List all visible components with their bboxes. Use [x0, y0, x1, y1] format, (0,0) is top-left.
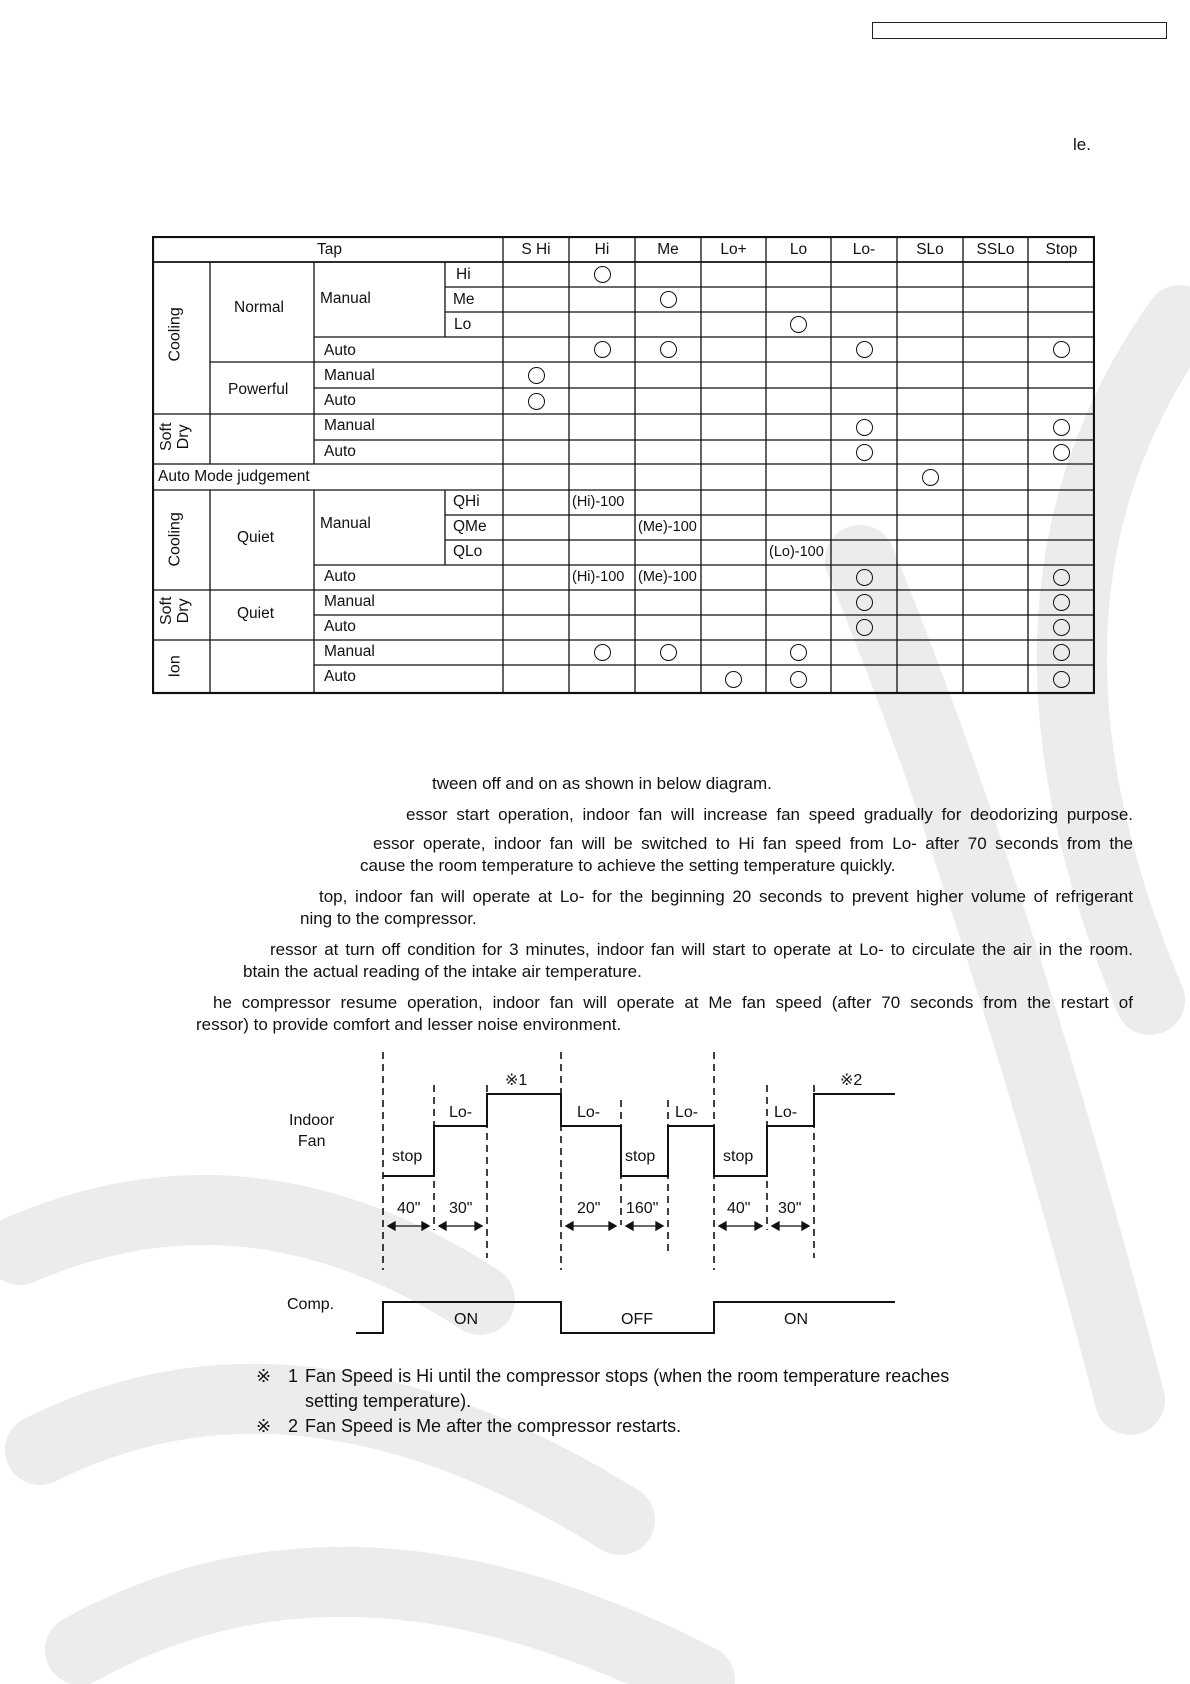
- comp-on-label: ON: [454, 1311, 478, 1328]
- sub-label-qlo: QLo: [453, 543, 483, 560]
- speed-value: (Me)-100: [638, 568, 697, 585]
- group-label-soft-dry: Soft Dry: [158, 422, 192, 452]
- sub-label-qhi: QHi: [453, 493, 480, 510]
- column-header-slo: SLo: [916, 241, 944, 258]
- column-header-lo: Lo: [789, 241, 808, 258]
- note-2-line-1: Fan Speed is Me after the compressor restarts.: [305, 1416, 682, 1436]
- column-header-s-hi: S Hi: [521, 241, 551, 258]
- paragraph-4-line-1: top, indoor fan will operate at Lo- for the beginning 20 seconds to prevent higher volume of refrigerant: [319, 887, 1133, 906]
- paragraph-6-line-1: he compressor resume operation, indoor fan will operate at Me fan speed (after 70 seconds from the restart of: [213, 993, 1133, 1012]
- setting-label-auto: Auto: [324, 668, 356, 685]
- setting-label-auto: Auto: [324, 443, 356, 460]
- fan-stop-label: stop: [723, 1148, 754, 1165]
- setting-label-auto: Auto: [324, 618, 356, 635]
- mode-label-quiet: Quiet: [237, 529, 275, 546]
- mode-label-quiet-dry: Quiet: [237, 605, 275, 622]
- mode-label-normal: Normal: [234, 299, 284, 316]
- fan-lo-minus-label: Lo-: [577, 1104, 601, 1121]
- note-mark-2: ※2: [840, 1072, 863, 1089]
- fan-stop-label: stop: [625, 1148, 656, 1165]
- paragraph-3-line-2: cause the room temperature to achieve the setting temperature quickly.: [360, 856, 896, 875]
- paragraph-4-line-2: ning to the compressor.: [300, 909, 477, 928]
- group-label-cooling: Cooling: [166, 307, 184, 362]
- setting-label-manual: Manual: [320, 515, 371, 532]
- column-header-me: Me: [657, 241, 679, 258]
- comp-on-label: ON: [784, 1311, 808, 1328]
- speed-value: (Me)-100: [638, 518, 697, 535]
- note-1-mark: ※: [256, 1366, 272, 1386]
- fan-lo-minus-label: Lo-: [774, 1104, 798, 1121]
- comp-off-label: OFF: [621, 1311, 653, 1328]
- column-header-lo-minus: Lo-: [852, 241, 876, 258]
- time-label: 30": [778, 1200, 802, 1217]
- note-1-number: 1: [288, 1366, 299, 1386]
- paragraph-1: tween off and on as shown in below diagram.: [432, 774, 772, 793]
- group-label-soft-dry-quiet: Soft Dry: [158, 596, 192, 626]
- paragraph-2: essor start operation, indoor fan will increase fan speed gradually for deodorizing purpose.: [406, 805, 1133, 824]
- tap-header: Tap: [317, 241, 342, 258]
- speed-value: (Hi)-100: [572, 568, 625, 585]
- speed-value: (Hi)-100: [572, 493, 625, 510]
- timing-arrows: [388, 1222, 809, 1230]
- time-label: 40": [727, 1200, 751, 1217]
- group-label-ion: Ion: [166, 655, 184, 678]
- paragraph-5-line-2: btain the actual reading of the intake air temperature.: [243, 962, 642, 981]
- column-header-stop: Stop: [1045, 241, 1078, 258]
- time-label: 160": [626, 1200, 659, 1217]
- sub-label-me: Me: [453, 291, 475, 308]
- paragraph-6-line-2: ressor) to provide comfort and lesser noise environment.: [196, 1015, 622, 1034]
- note-1-line-1: Fan Speed is Hi until the compressor stops (when the room temperature reaches: [305, 1366, 950, 1386]
- note-2-number: 2: [288, 1416, 299, 1436]
- note-mark-1: ※1: [505, 1072, 528, 1089]
- mode-label-powerful: Powerful: [228, 381, 289, 398]
- indoor-fan-label: Indoor Fan: [289, 1112, 335, 1150]
- comp-label: Comp.: [287, 1296, 335, 1313]
- sub-label-lo: Lo: [454, 316, 472, 333]
- fan-stop-label: stop: [392, 1148, 423, 1165]
- column-header-lo-plus: Lo+: [720, 241, 747, 258]
- auto-mode-judgement-label: Auto Mode judgement: [158, 468, 310, 485]
- setting-label-manual: Manual: [324, 367, 375, 384]
- setting-label-auto: Auto: [324, 342, 356, 359]
- setting-label-manual: Manual: [324, 417, 375, 434]
- sub-label-qme: QMe: [453, 518, 487, 535]
- setting-label-auto: Auto: [324, 568, 356, 585]
- note-2-mark: ※: [256, 1416, 272, 1436]
- sub-label-hi: Hi: [456, 266, 471, 283]
- fan-lo-minus-label: Lo-: [675, 1104, 699, 1121]
- setting-label-manual: Manual: [320, 290, 371, 307]
- fan-lo-minus-label: Lo-: [449, 1104, 473, 1121]
- setting-label-manual: Manual: [324, 643, 375, 660]
- time-label: 40": [397, 1200, 421, 1217]
- column-header-hi: Hi: [594, 241, 610, 258]
- trailing-text-fragment: le.: [1073, 135, 1091, 154]
- note-1-line-2: setting temperature).: [305, 1391, 472, 1411]
- time-label: 30": [449, 1200, 473, 1217]
- setting-label-auto: Auto: [324, 392, 356, 409]
- column-header-sslo: SSLo: [976, 241, 1015, 258]
- setting-label-manual: Manual: [324, 593, 375, 610]
- paragraph-3-line-1: essor operate, indoor fan will be switched to Hi fan speed from Lo- after 70 seconds from the: [373, 834, 1133, 853]
- speed-value: (Lo)-100: [769, 543, 824, 560]
- group-label-cooling-quiet: Cooling: [166, 512, 184, 567]
- time-label: 20": [577, 1200, 601, 1217]
- paragraph-5-line-1: ressor at turn off condition for 3 minutes, indoor fan will start to operate at Lo- to circulate the air in the room.: [270, 940, 1133, 959]
